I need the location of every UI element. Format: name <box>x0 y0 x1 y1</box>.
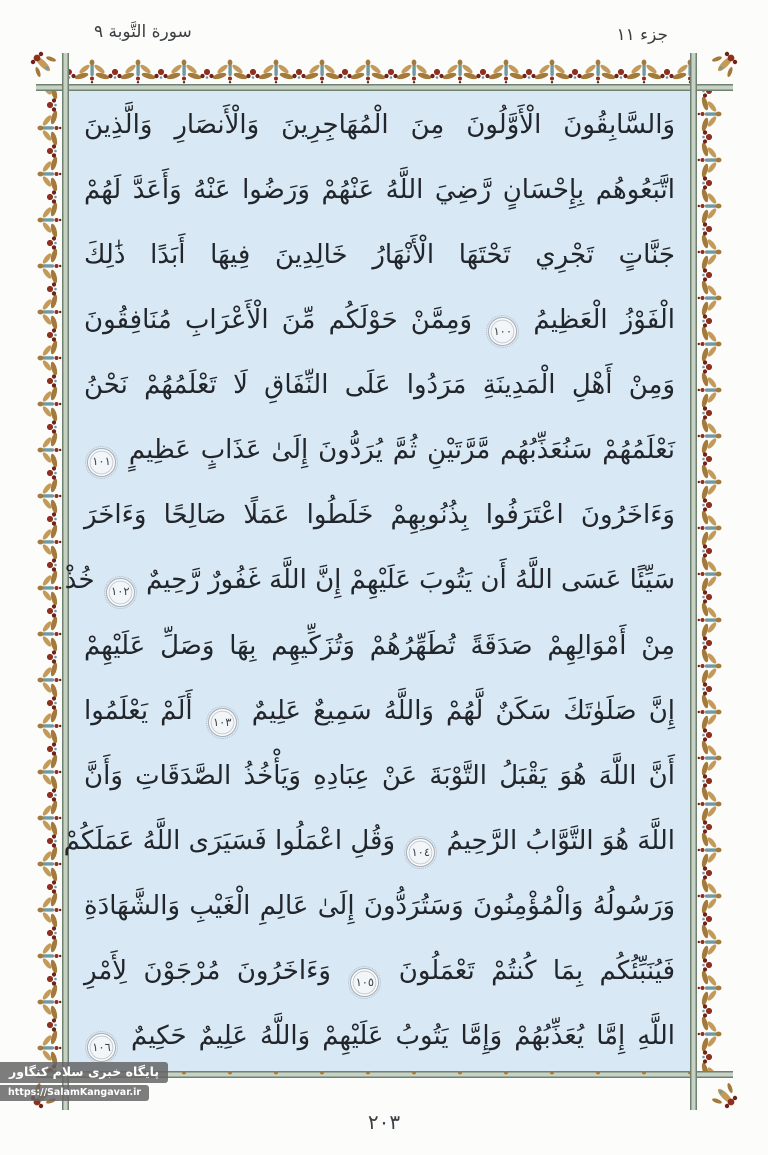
ayah-text: جَنَّاتٍ تَجْرِي تَحْتَهَا الْأَنْهَارُ خَالِدِينَ فِيهَا أَبَدًا ذَٰلِكَ <box>84 240 675 271</box>
ayah-text: وَالسَّابِقُونَ الْأَوَّلُونَ مِنَ الْمُهَاجِرِينَ وَالْأَنصَارِ وَالَّذِينَ <box>84 110 675 140</box>
ayah-text: مِنْ أَمْوَالِهِمْ صَدَقَةً تُطَهِّرُهُمْ وَتُزَكِّيهِم بِهَا وَصَلِّ عَلَيْهِمْ <box>84 630 675 661</box>
ayah-text: وَرَسُولُهُ وَالْمُؤْمِنُونَ وَسَتُرَدُّونَ إِلَىٰ عَالِمِ الْغَيْبِ وَالشَّهَادَةِ <box>84 890 675 921</box>
corner-ornament-bottom-right <box>708 1079 738 1109</box>
ayah-text: اللَّهَ هُوَ التَّوَّابُ الرَّحِيمُ <box>446 825 675 856</box>
ayah-text: وَمِنْ أَهْلِ الْمَدِينَةِ مَرَدُوا عَلَى النِّفَاقِ لَا تَعْلَمُهُمْ نَحْنُ <box>84 370 675 401</box>
ayah-text: نَعْلَمُهُمْ سَنُعَذِّبُهُم مَّرَّتَيْنِ ثُمَّ يُرَدُّونَ إِلَىٰ عَذَابٍ عَظِيمٍ <box>128 435 676 466</box>
watermark-url[interactable]: https://SalamKangavar.ir <box>0 1085 149 1101</box>
quran-line <box>84 483 675 548</box>
quran-lines-container <box>63 93 676 1069</box>
quran-line <box>63 809 675 874</box>
quran-line <box>84 288 675 353</box>
quran-line <box>84 418 675 483</box>
border-ornament-top <box>69 56 690 84</box>
juz-title: جزء ١١ <box>616 25 668 45</box>
quran-line <box>64 548 675 613</box>
quran-line <box>84 614 675 679</box>
ayah-text: اتَّبَعُوهُم بِإِحْسَانٍ رَّضِيَ اللَّهُ عَنْهُمْ وَرَضُوا عَنْهُ وَأَعَدَّ لَهُمْ <box>84 175 675 206</box>
watermark-title: پایگاه خبری سلام کنگاور <box>0 1062 168 1083</box>
corner-ornament-top-left <box>30 51 60 81</box>
corner-ornament-top-right <box>708 51 738 81</box>
border-ornament-left <box>34 91 62 1071</box>
ayah-text: وَءَاخَرُونَ مُرْجَوْنَ لِأَمْرِ <box>84 955 331 986</box>
ayah-text: أَنَّ اللَّهَ هُوَ يَقْبَلُ التَّوْبَةَ عَنْ عِبَادِهِ وَيَأْخُذُ الصَّدَقَاتِ وَأَنَّ <box>84 760 675 791</box>
quran-line <box>84 223 675 288</box>
ayah-text: فَيُنَبِّئُكُم بِمَا كُنتُمْ تَعْمَلُونَ <box>398 955 676 986</box>
quran-line <box>84 353 675 418</box>
verse-number-medallion: ١٠٢ <box>106 578 135 607</box>
frame-line-right <box>690 53 697 1110</box>
verse-number-medallion: ١٠٠ <box>488 317 517 346</box>
page-number: ٢٠٣ <box>367 1110 401 1134</box>
quran-line <box>84 158 675 223</box>
verse-number-medallion: ١٠١ <box>87 448 116 477</box>
quran-line <box>84 679 675 744</box>
ayah-text: الْفَوْزُ الْعَظِيمُ <box>533 305 676 336</box>
verse-number-medallion: ١٠٦ <box>87 1033 116 1062</box>
ayah-text: سَيِّئًا عَسَى اللَّهُ أَن يَتُوبَ عَلَيْهِمْ إِنَّ اللَّهَ غَفُورٌ رَّحِيمٌ <box>146 565 675 596</box>
ayah-text: وَقُلِ اعْمَلُوا فَسَيَرَى اللَّهُ عَمَلَكُمْ <box>63 825 395 856</box>
quran-line <box>84 874 675 939</box>
ayah-text: أَلَمْ يَعْلَمُوا <box>84 695 193 726</box>
quran-text-panel <box>63 91 690 1071</box>
quran-line <box>84 744 675 809</box>
ayah-text: وَمِمَّنْ حَوْلَكُم مِّنَ الْأَعْرَابِ مُنَافِقُونَ <box>84 305 473 336</box>
frame-line-top <box>36 84 733 91</box>
ayah-text: خُذْ <box>64 565 95 596</box>
verse-number-medallion: ١٠٥ <box>350 968 379 997</box>
ayah-text: وَءَاخَرُونَ اعْتَرَفُوا بِذُنُوبِهِمْ خَلَطُوا عَمَلًا صَالِحًا وَءَاخَرَ <box>84 500 675 531</box>
verse-number-medallion: ١٠٣ <box>208 708 237 737</box>
quran-line <box>84 939 675 1004</box>
border-ornament-right <box>697 91 725 1071</box>
quran-line <box>84 93 675 158</box>
verse-number-medallion: ١٠٤ <box>406 838 435 867</box>
quran-line <box>84 1004 675 1069</box>
ayah-text: إِنَّ صَلَوٰتَكَ سَكَنٌ لَّهُمْ وَاللَّهُ سَمِيعٌ عَلِيمٌ <box>251 695 676 726</box>
surah-title: سورة التَّوبة ٩ <box>94 22 192 42</box>
ayah-text: اللَّهِ إِمَّا يُعَذِّبُهُمْ وَإِمَّا يَتُوبُ عَلَيْهِمْ وَاللَّهُ عَلِيمٌ حَكِيمٌ <box>131 1020 676 1051</box>
